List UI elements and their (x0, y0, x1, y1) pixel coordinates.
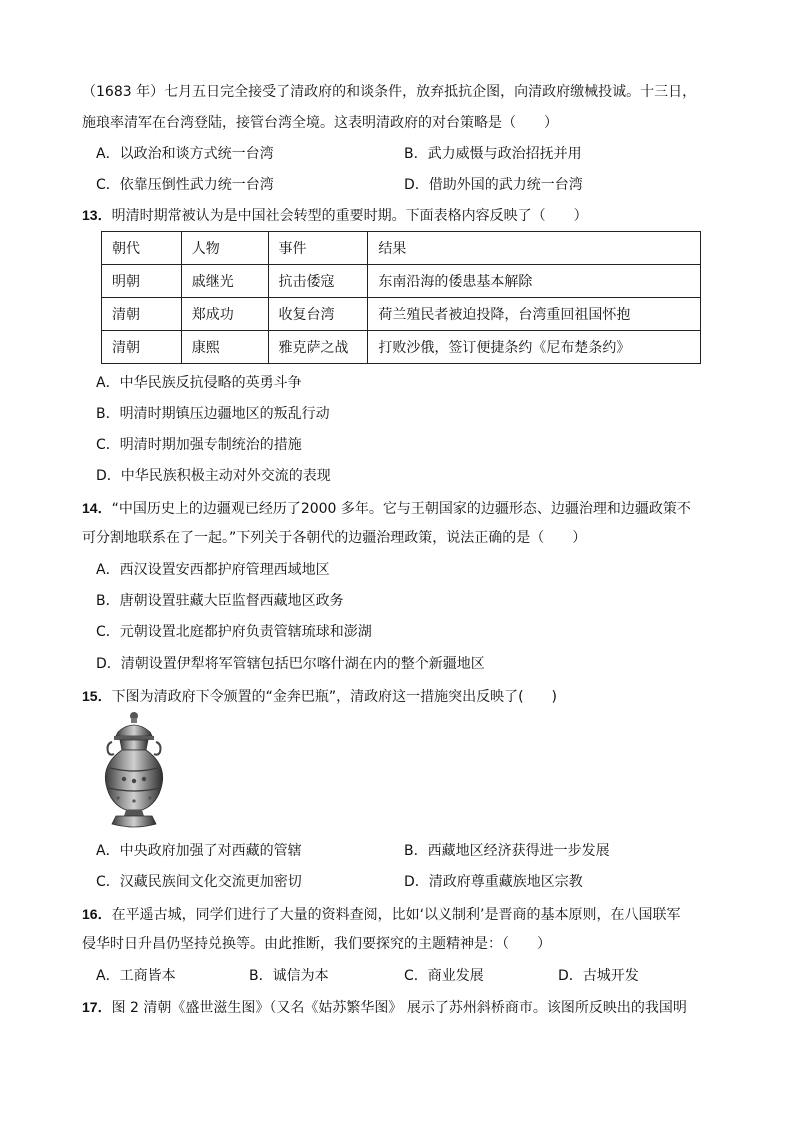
q14-option-b: B．唐朝设置驻藏大臣监督西藏地区政务 (96, 593, 344, 609)
q15-number: 15． (82, 688, 112, 704)
q15-option-a: A．中央政府加强了对西藏的管辖 (96, 843, 302, 859)
q13-stem (82, 205, 588, 225)
q16-option-b: B．诚信为本 (249, 968, 329, 984)
q15-stem (82, 686, 557, 706)
table-cell: 抗击倭寇 (268, 265, 368, 298)
q13-option-c: C．明清时期加强专制统治的措施 (96, 437, 302, 453)
q12-stem-line-1: （1683 年）七月五日完全接受了清政府的和谈条件，放弃抵抗企图，向清政府缴械投诚。十三日， (82, 84, 697, 100)
q14-option-a: A．西汉设置安西都护府管理西域地区 (96, 562, 330, 578)
q14-stem-line-2: 可分割地联系在了一起。”下列关于各朝代的边疆治理政策，说法正确的是（ ） (82, 530, 587, 546)
table-cell: 雅克萨之战 (268, 331, 368, 364)
q16-option-d: D．古城开发 (558, 968, 639, 984)
q12-option-d: D．借助外国的武力统一台湾 (404, 177, 583, 193)
q16-number: 16． (82, 906, 112, 922)
table-cell: 打败沙俄，签订便捷条约《尼布楚条约》 (368, 331, 701, 364)
table-cell: 收复台湾 (268, 298, 368, 331)
table-row (102, 331, 701, 364)
q13-table (101, 231, 701, 364)
q14-option-d: D．清朝设置伊犁将军管辖包括巴尔喀什湖在内的整个新疆地区 (96, 656, 485, 672)
q16-option-c: C．商业发展 (404, 968, 484, 984)
q16-stem-line-1 (82, 904, 680, 924)
q16-option-a: A．工商皆本 (96, 968, 176, 984)
table-header-cell: 人物 (181, 232, 268, 265)
table-header-cell: 结果 (368, 232, 701, 265)
q14-stem-text-1: “中国历史上的边疆观已经历了2000 多年。它与王朝国家的边疆形态、边疆治理和边疆政策不 (111, 501, 691, 517)
q17-stem (82, 997, 687, 1017)
q15-option-c: C．汉藏民族间文化交流更加密切 (96, 874, 302, 890)
table-header-cell: 朝代 (102, 232, 182, 265)
q12-option-a: A．以政治和谈方式统一台湾 (96, 146, 274, 162)
table-row (102, 298, 701, 331)
q13-option-a: A．中华民族反抗侵略的英勇斗争 (96, 375, 302, 391)
table-cell: 荷兰殖民者被迫投降，台湾重回祖国怀抱 (368, 298, 701, 331)
q13-option-d: D．中华民族积极主动对外交流的表现 (96, 468, 331, 484)
table-cell: 清朝 (102, 298, 182, 331)
q13-stem-text: 明清时期常被认为是中国社会转型的重要时期。下面表格内容反映了（ ） (111, 208, 588, 224)
q17-stem-text: 图 2 清朝《盛世滋生图》（又名《姑苏繁华图》 展示了苏州斜桥商市。该图所反映出的我国明 (111, 1000, 687, 1016)
q15-stem-text: 下图为清政府下令颁置的“金奔巴瓶”，清政府这一措施突出反映了( ) (111, 689, 558, 705)
q13-option-b: B．明清时期镇压边疆地区的叛乱行动 (96, 406, 330, 422)
q12-stem-line-2: 施琅率清军在台湾登陆，接管台湾全境。这表明清政府的对台策略是（ ） (82, 115, 558, 131)
table-cell: 清朝 (102, 331, 182, 364)
q12-option-b: B．武力威慑与政治招抚并用 (404, 146, 582, 162)
q17-number: 17． (82, 999, 112, 1015)
q14-stem-line-1 (82, 498, 691, 518)
table-cell: 康熙 (181, 331, 268, 364)
table-cell: 郑成功 (181, 298, 268, 331)
q13-number: 13． (82, 207, 112, 223)
q16-stem-text-1: 在平遥古城，同学们进行了大量的资料查阅，比如‘以义制利’是晋商的基本原则，在八国联军 (111, 907, 681, 923)
table-cell: 明朝 (102, 265, 182, 298)
table-header-cell: 事件 (268, 232, 368, 265)
table-cell: 东南沿海的倭患基本解除 (368, 265, 701, 298)
table-cell: 戚继光 (181, 265, 268, 298)
q12-option-c: C．依靠压倒性武力统一台湾 (96, 177, 274, 193)
table-row (102, 265, 701, 298)
golden-urn-image (98, 712, 170, 830)
q15-option-b: B．西藏地区经济获得进一步发展 (404, 843, 610, 859)
q15-option-d: D．清政府尊重藏族地区宗教 (404, 874, 583, 890)
q16-stem-line-2: 侵华时日升昌仍坚持兑换等。由此推断，我们要探究的主题精神是：（ ） (82, 936, 551, 952)
q14-number: 14． (82, 500, 112, 516)
table-header-row (102, 232, 701, 265)
q14-option-c: C．元朝设置北庭都护府负责管辖琉球和澎湖 (96, 624, 372, 640)
